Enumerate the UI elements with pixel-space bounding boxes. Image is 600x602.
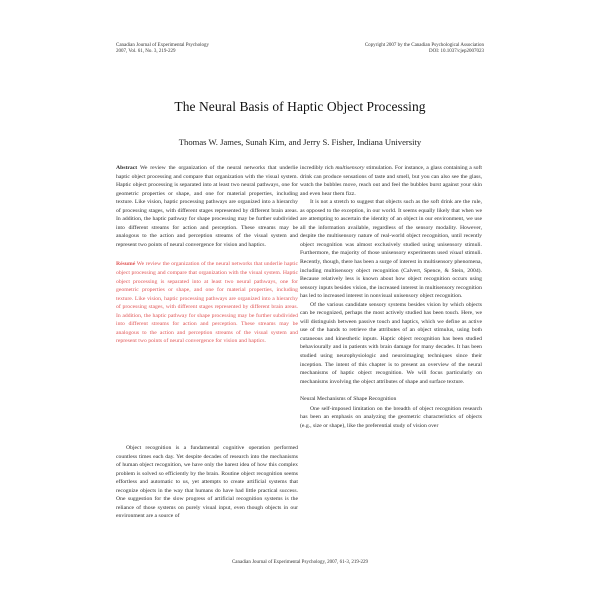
text-run: It is not a stretch to suggest that objects such as the soft drink are the rule, as opposed to the exception, in our world. It seems equally likely that when we are attempting to ascertain the identity of an object in our environment, we use all the information available, regardless of the sensory modality. However, despite the multisensory nature of real-world object recognition, until recently object recognition was almost exclusively studied using unisensory stimuli. Furthermore, the majority of those unisensory experiments used bbox=[300, 199, 482, 257]
journal-header-right bbox=[365, 43, 484, 55]
right-paragraph-4: One self-imposed limitation on the breadth of object recognition research has been an emphasis on analyzing the geometric characteristics of objects (e.g., size or shape), like the preferential study of vision over bbox=[300, 405, 482, 429]
doi-line: DOI: 10.1037/cjep2007023 bbox=[429, 49, 484, 54]
intro-paragraph: Object recognition is a fundamental cognitive operation performed countless times each day. Yet despite decades of research into the mechanisms of human object recognition, we have only the barest idea of how this complex problem is solved so efficiently by the brain. Routine object recognition seems effortless and automatic to us, yet attempts to create artificial systems that recognize objects in the way that humans do have had little practical success. One suggestion for the slow progress of artificial recognition systems is the reliance of those systems on purely visual input, even though objects in our environment are a source of bbox=[116, 445, 298, 520]
text-run: stimulation. For instance, a glass containing a soft drink can produce sensations of taste and smell, but you can also see the glass, watch the bubbles move, reach out and feel the bubbles burst against your skin and even hear them fizz. bbox=[300, 165, 483, 197]
right-paragraph-3: Of the various candidate sensory systems besides vision by which objects can be recognized, perhaps the most actively studied has been touch. Here, we will distinguish between passive touch and haptics, which we define as active use of the hands to retrieve the attributes of an object stimulus, using both cutaneous and kinesthetic inputs. Haptic object recognition has been studied behaviourally and in patients with brain damage for many decades. It has been studied using neurophysiologic and neuroimaging techniques since their inception. The intent of this chapter is to present an overview of the neural mechanisms of haptic object recognition. We will focus particularly on mechanisms involving the object attributes of shape and surface texture. bbox=[300, 301, 482, 385]
page-footer: Canadian Journal of Experimental Psychology, 2007, 61-3, 219-229 bbox=[231, 560, 369, 565]
emphasis: visual bbox=[449, 250, 464, 257]
left-column bbox=[116, 164, 298, 346]
abstract bbox=[116, 164, 298, 249]
section-heading: Neural Mechanisms of Shape Recognition bbox=[300, 396, 397, 403]
paper-authors: Thomas W. James, Sunah Kim, and Jerry S. Fisher, Indiana University bbox=[178, 137, 422, 147]
journal-volume: 2007, Vol. 61, No. 3, 219-229 bbox=[116, 49, 176, 54]
abstract-label: Abstract bbox=[116, 165, 138, 171]
resume bbox=[116, 260, 298, 345]
paper-title: The Neural Basis of Haptic Object Processing bbox=[174, 99, 426, 114]
right-paragraph-2 bbox=[300, 198, 482, 301]
right-column bbox=[300, 164, 482, 430]
copyright-line: Copyright 2007 by the Canadian Psychological Association bbox=[364, 43, 484, 48]
resume-text: We review the organization of the neural networks that underlie haptic object processing and compare that organization with the visual system. Haptic object processing is separated into at least two neural pathways, one for geometric properties or shape, and one for material properties, including texture. Like vision, haptic processing pathways are organized into a hierarchy of processing stages, with different stages represented by different brain areas. In addition, the haptic pathway for shape processing may be further subdivided into different streams for action and perception. These streams may be analogous to the action and perception streams of the visual system and represent two points of neural convergence for vision and haptics. bbox=[116, 261, 298, 345]
resume-label: Résumé bbox=[116, 261, 136, 268]
journal-name: Canadian Journal of Experimental Psychology bbox=[116, 43, 210, 48]
intro-section bbox=[116, 444, 298, 521]
text-run: incredibly rich bbox=[300, 165, 336, 171]
text-run: stimuli. Recently, though, there has been a surge of interest in multisensory phenomena, including multisensory object recognition (Calvert, Spence, & Stein, 2004). Because relatively less is known about how object recognition occurs using sensory inputs besides vision, the increased interest in multisensory recognition has led to increased interest in nonvisual unisensory object recognition. bbox=[300, 250, 482, 300]
journal-header-left bbox=[116, 43, 209, 55]
abstract-text: We review the organization of the neural networks that underlie haptic object processing and compare that organization with the visual system. Haptic object processing is separated into at least two neural pathways, one for geometric properties or shape, and one for material properties, including texture. Like vision, haptic processing pathways are organized into a hierarchy of processing stages, with different stages represented by different brain areas. In addition, the haptic pathway for shape processing may be further subdivided into different streams for action and perception. These streams may be analogous to the action and perception streams of the visual system and represent two points of neural convergence for vision and haptics. bbox=[116, 165, 298, 248]
emphasis: multisensory bbox=[335, 165, 365, 171]
right-paragraph-1 bbox=[300, 164, 482, 198]
